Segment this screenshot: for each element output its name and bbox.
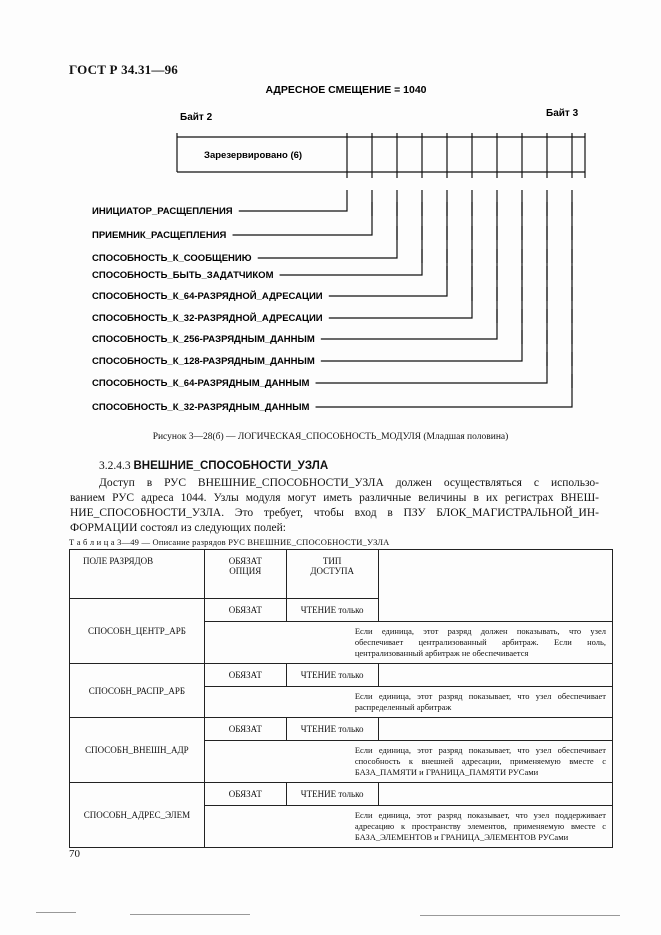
field-leader	[329, 190, 472, 318]
standard-header: ГОСТ Р 34.31—96	[69, 62, 178, 77]
para-line: НИЕ_СПОСОБНОСТИ_УЗЛА. Это требует, чтобы вход в ПЗУ БЛОК_МАГИСТРАЛЬНОЙ_ИН-	[70, 507, 599, 519]
row-description: Если единица, этот разряд должен показывать, что узел обеспечивает централизованный арбитраж. Если ноль, централизованный арбитраж не обеспечивается	[204, 622, 612, 664]
table-row	[70, 664, 613, 687]
table-row	[70, 783, 613, 806]
field-label: ПРИЕМНИК_РАСЩЕПЛЕНИЯ	[92, 230, 227, 241]
table-row	[70, 718, 613, 741]
para-line: ванием РУС адреса 1044. Узлы модуля могут иметь различные величины в их регистрах ВНЕШ-	[70, 492, 599, 504]
field-label: СПОСОБНОСТЬ_К_64-РАЗРЯДНЫМ_ДАННЫМ	[92, 378, 310, 389]
header-access: ТИП ДОСТУПА	[286, 550, 378, 599]
para-line: ФОРМАЦИИ состоял из следующих полей:	[70, 522, 286, 534]
bit-dividers	[347, 133, 572, 178]
field-label: СПОСОБНОСТЬ_К_СООБЩЕНИЮ	[92, 253, 252, 264]
field-label: СПОСОБНОСТЬ_БЫТЬ_ЗАДАТЧИКОМ	[92, 270, 274, 281]
field-label: СПОСОБНОСТЬ_К_32-РАЗРЯДНЫМ_ДАННЫМ	[92, 402, 310, 413]
field-labels	[92, 206, 323, 413]
section-title: ВНЕШНИЕ_СПОСОБНОСТИ_УЗЛА	[133, 460, 329, 472]
row-field: СПОСОБН_ВНЕШН_АДР	[70, 718, 205, 783]
section-paragraph	[70, 476, 599, 536]
header-field: ПОЛЕ РАЗРЯДОВ	[70, 550, 205, 599]
row-mandatory: ОБЯЗАТ	[204, 783, 286, 806]
field-label: СПОСОБНОСТЬ_К_32-РАЗРЯДНОЙ_АДРЕСАЦИИ	[92, 313, 323, 324]
scan-mark	[420, 915, 620, 916]
field-label: ИНИЦИАТОР_РАСЩЕПЛЕНИЯ	[92, 206, 233, 217]
scan-mark	[36, 912, 76, 913]
field-leader	[316, 190, 572, 407]
row-description: Если единица, этот разряд показывает, что узел поддерживает адресацию к пространству элементов, применяемую вместе с БАЗА_ЭЛЕМЕНТОВ и ГРАНИЦА_ЭЛЕМЕНТОВ РУСами	[204, 806, 612, 848]
field-leader	[280, 190, 422, 275]
scan-mark	[130, 914, 250, 915]
row-field: СПОСОБН_РАСПР_АРБ	[70, 664, 205, 718]
byte-2-label: Байт 2	[180, 112, 213, 123]
field-leader	[321, 190, 497, 339]
row-mandatory: ОБЯЗАТ	[204, 718, 286, 741]
table-caption: Т а б л и ц а 3—49 — Описание разрядов РУС ВНЕШНИЕ_СПОСОБНОСТИ_УЗЛА	[69, 537, 390, 547]
row-field: СПОСОБН_ЦЕНТР_АРБ	[70, 599, 205, 664]
row-access: ЧТЕНИЕ только	[286, 783, 378, 806]
byte-3-label: Байт 3	[546, 108, 579, 119]
table-header-row	[70, 550, 613, 599]
field-label: СПОСОБНОСТЬ_К_64-РАЗРЯДНОЙ_АДРЕСАЦИИ	[92, 291, 323, 302]
row-access: ЧТЕНИЕ только	[286, 718, 378, 741]
table-row	[70, 599, 613, 622]
field-label: СПОСОБНОСТЬ_К_256-РАЗРЯДНЫМ_ДАННЫМ	[92, 334, 315, 345]
row-field: СПОСОБН_АДРЕС_ЭЛЕМ	[70, 783, 205, 848]
bit-field-diagram	[0, 0, 661, 430]
row-access: ЧТЕНИЕ только	[286, 599, 378, 622]
figure-title: АДРЕСНОЕ СМЕЩЕНИЕ = 1040	[265, 84, 427, 96]
page-number: 70	[69, 848, 80, 860]
field-label: СПОСОБНОСТЬ_К_128-РАЗРЯДНЫМ_ДАННЫМ	[92, 356, 315, 367]
field-leader	[258, 190, 397, 258]
para-line: Доступ в РУС ВНЕШНИЕ_СПОСОБНОСТИ_УЗЛА должен осуществляться с использо-	[99, 477, 599, 489]
row-description: Если единица, этот разряд показывает, что узел обеспечивает способность к внешней адресации, применяемую вместе с БАЗА_ПАМЯТИ и ГРАНИЦА_ПАМЯТИ РУСами	[204, 741, 612, 783]
header-mandatory: ОБЯЗАТ ОПЦИЯ	[204, 550, 286, 599]
row-mandatory: ОБЯЗАТ	[204, 664, 286, 687]
row-access: ЧТЕНИЕ только	[286, 664, 378, 687]
field-leader	[239, 190, 347, 211]
field-leader	[316, 190, 547, 383]
figure-caption: Рисунок 3—28(б) — ЛОГИЧЕСКАЯ_СПОСОБНОСТЬ_МОДУЛЯ (Младшая половина)	[152, 432, 509, 442]
field-leader	[233, 190, 372, 235]
reserved-field: Зарезервировано (6)	[204, 150, 303, 161]
section-number: 3.2.4.3	[99, 460, 131, 472]
section-heading	[99, 460, 328, 472]
row-description: Если единица, этот разряд показывает, что узел обеспечивает распределенный арбитраж	[204, 687, 612, 718]
bit-description-table	[69, 549, 613, 848]
row-mandatory: ОБЯЗАТ	[204, 599, 286, 622]
